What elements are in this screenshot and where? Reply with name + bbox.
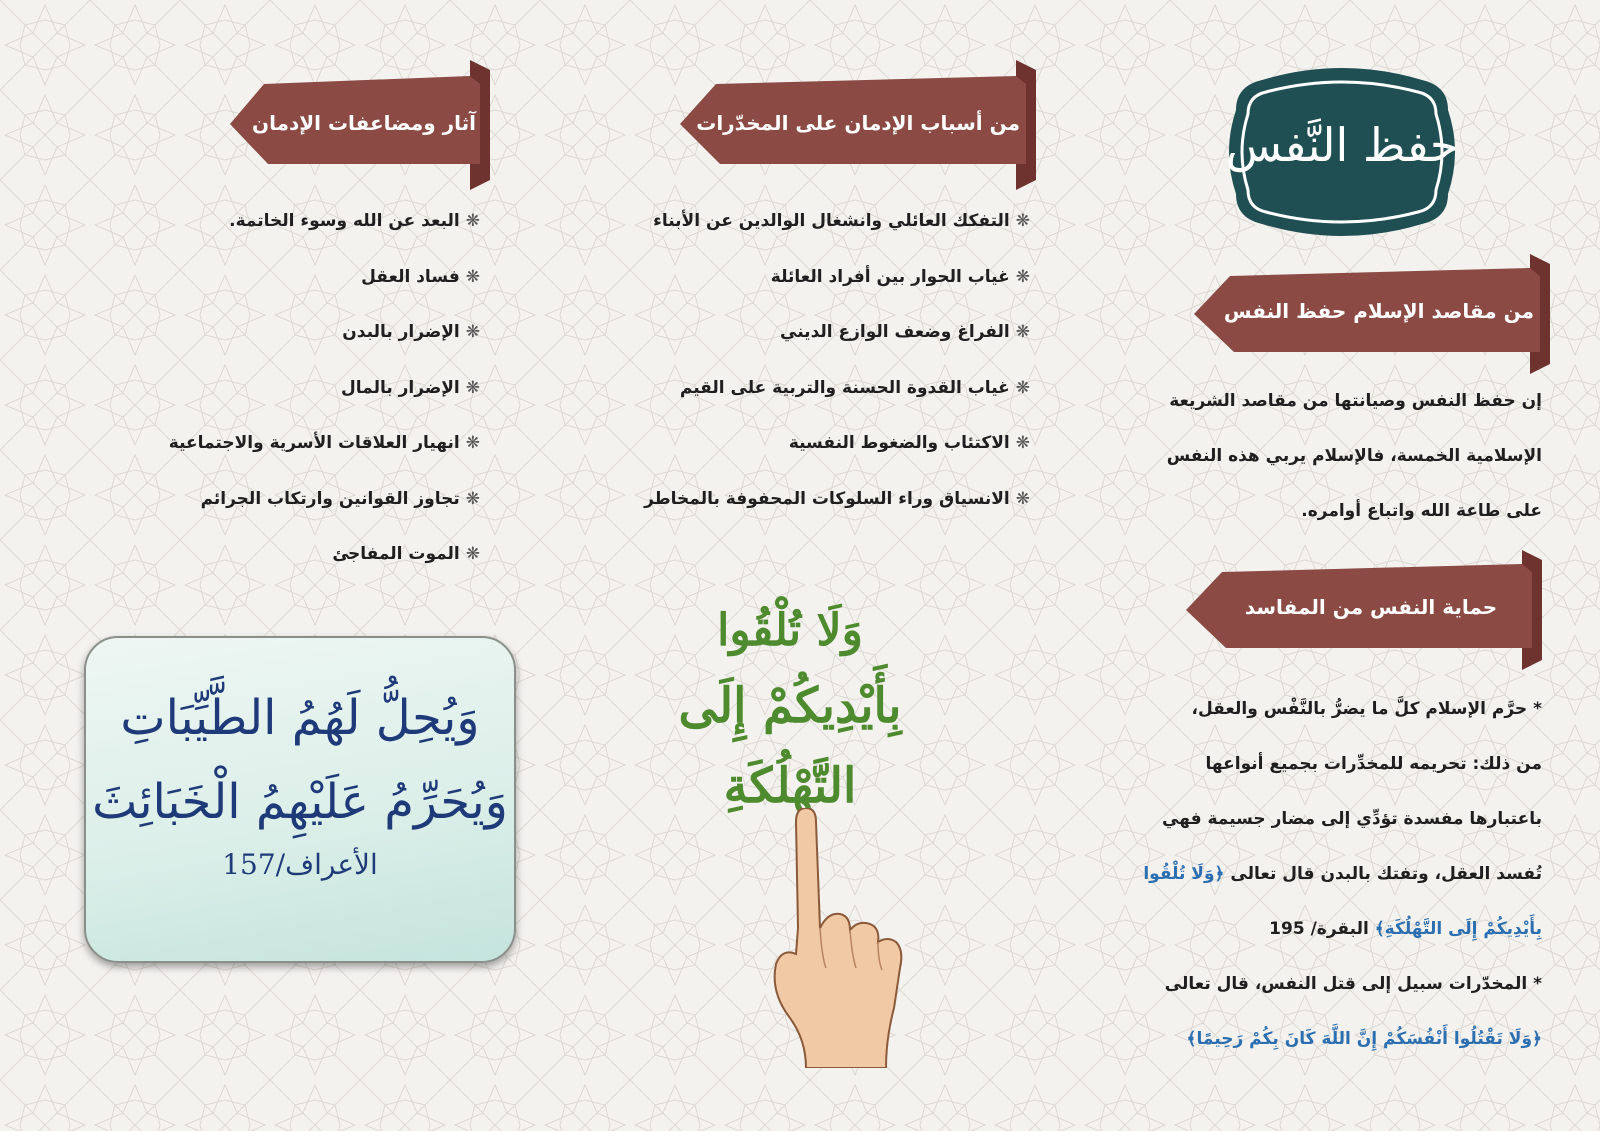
bullet-star-icon: ❋ [465, 488, 480, 509]
list-item: ❋الانسياق وراء السلوكات المحفوفة بالمخاطر [644, 488, 1030, 509]
bullet-star-icon: ❋ [1015, 488, 1030, 509]
page-title: حفظ النَّفس [1225, 118, 1459, 172]
maqasid-paragraph [1112, 374, 1542, 539]
bullet-star-icon: ❋ [465, 377, 480, 398]
verse-baqara-start: ﴿وَلَا تُلْقُوا [1143, 864, 1225, 884]
maqasid-line-3: على طاعة الله واتباع أوامره. [1301, 501, 1542, 521]
quote-card [84, 636, 516, 963]
maqasid-line-2: الإسلامية الخمسة، فالإسلام يربي هذه النفس [1166, 446, 1542, 466]
ribbon-protection-title: حماية النفس من المفاسد [1244, 595, 1498, 619]
list-item: ❋التفكك العائلي وانشغال الوالدين عن الأبناء [653, 211, 1030, 231]
bullet-star-icon: ❋ [465, 544, 480, 564]
ribbon-effects [230, 60, 500, 150]
calligraphy-line-1: وَلَا تُلْقُوا [717, 605, 863, 656]
protection-line-5 [1112, 902, 1542, 957]
list-item: ❋البعد عن الله وسوء الخاتمة. [229, 211, 480, 231]
bullet-star-icon: ❋ [465, 211, 480, 231]
protection-line-4-text: تُفسد العقل، وتفتك بالبدن قال تعالى [1230, 864, 1542, 884]
ribbon-maqasid [1194, 254, 1560, 344]
maqasid-line-1: إن حفظ النفس وصيانتها من مقاصد الشريعة [1169, 391, 1542, 411]
quote-line-1: وَيُحِلُّ لَهُمُ الطَّيِّبَاتِ [120, 690, 480, 746]
causes-list [590, 206, 1030, 539]
title-plaque [1222, 66, 1462, 238]
bullet-star-icon: ❋ [1015, 433, 1030, 453]
bullet-star-icon: ❋ [1015, 211, 1030, 231]
verse-baqara-end: بِأَيْدِيكُمْ إِلَى التَّهْلُكَةِ﴾ [1374, 919, 1542, 939]
bullet-star-icon: ❋ [465, 322, 480, 342]
verse-nisa: ﴿وَلَا تَقْتُلُوا أَنْفُسَكُمْ إِنَّ اللَّهَ كَانَ بِكُمْ رَحِيمًا﴾ [1186, 1029, 1542, 1049]
protection-paragraph [1112, 682, 1542, 1067]
protection-line-2: من ذلك: تحريمه للمخدِّرات بجميع أنواعها [1205, 754, 1542, 774]
protection-line-6: * المخدّرات سبيل إلى قتل النفس، قال تعالى [1164, 974, 1542, 994]
verse-baqara-ref: البقرة/ 195 [1269, 919, 1369, 939]
ribbon-causes-title: من أسباب الإدمان على المخدّرات [696, 111, 1020, 135]
bullet-star-icon: ❋ [465, 433, 480, 453]
list-item: ❋غياب الحوار بين أفراد العائلة [770, 266, 1030, 287]
bullet-star-icon: ❋ [1015, 322, 1030, 342]
pointing-hand-icon [766, 808, 926, 1068]
list-item: ❋الإضرار بالبدن [342, 322, 480, 342]
protection-line-1: * حرَّم الإسلام كلَّ ما يضرُّ بالنَّفْس والعقل، [1191, 699, 1542, 719]
calligraphy-line-2: بِأَيْدِيكُمْ إِلَى التَّهْلُكَةِ [678, 678, 902, 814]
list-item: ❋غياب القدوة الحسنة والتربية على القيم [679, 377, 1030, 398]
bullet-star-icon: ❋ [465, 266, 480, 287]
protection-line-3: باعتبارها مفسدة تؤدِّي إلى مضار جسيمة فهي [1162, 809, 1542, 829]
bullet-star-icon: ❋ [1015, 377, 1030, 398]
list-item: ❋تجاوز القوانين وارتكاب الجرائم [200, 488, 480, 509]
ribbon-maqasid-title: من مقاصد الإسلام حفظ النفس [1223, 299, 1534, 323]
effects-list [110, 206, 480, 595]
quote-reference: الأعراف/157 [222, 848, 378, 881]
ribbon-protection [1186, 550, 1552, 640]
quote-line-2: وَيُحَرِّمُ عَلَيْهِمُ الْخَبَائِثَ [92, 774, 508, 830]
list-item: ❋الاكتئاب والضغوط النفسية [788, 433, 1030, 453]
list-item: ❋فساد العقل [361, 266, 480, 287]
ribbon-effects-title: آثار ومضاعفات الإدمان [252, 111, 476, 135]
list-item: ❋الموت المفاجئ [332, 544, 480, 564]
ribbon-causes [680, 60, 1046, 150]
calligraphy-verse [620, 596, 960, 826]
list-item: ❋انهيار العلاقات الأسرية والاجتماعية [168, 433, 480, 453]
list-item: ❋الفراغ وضعف الوازع الديني [780, 322, 1030, 342]
protection-line-4 [1112, 847, 1542, 902]
bullet-star-icon: ❋ [1015, 266, 1030, 287]
list-item: ❋الإضرار بالمال [341, 377, 480, 398]
